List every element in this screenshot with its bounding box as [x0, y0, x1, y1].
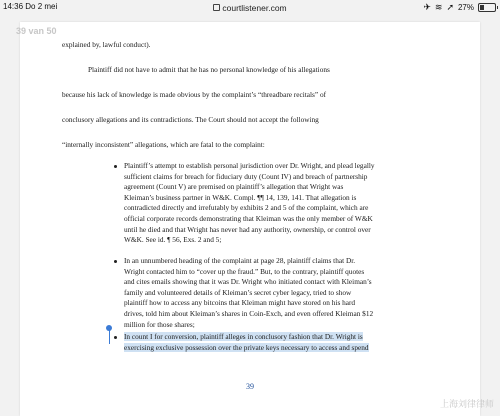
page-count-indicator: 39 van 50	[16, 26, 57, 36]
bullet-line: Plaintiff’s attempt to establish personal jurisdiction over Dr. Wright, and plead legally	[124, 161, 375, 170]
page-number: 39	[246, 382, 254, 391]
bullet-line: Wright contacted him to “cover up the fraud.” But, to the contrary, plaintiff quotes	[124, 266, 365, 276]
bullet-line: family and volunteered details of Kleiman’s secret cyber legacy, tried to show	[124, 287, 352, 297]
battery-fill	[480, 5, 484, 10]
bullet-line: and cites emails showing that it was Dr. Wright who initiated contact with Kleiman’s	[124, 277, 372, 287]
battery-percent: 27%	[457, 3, 474, 12]
bullet-dot	[114, 260, 117, 263]
address-url: courtlistener.com	[222, 3, 287, 13]
status-bar	[0, 0, 500, 14]
selected-text[interactable]: In count I for conversion, plaintiff alleges in conclusory fashion that Dr. Wright is	[124, 332, 363, 341]
airplane-icon: ✈	[423, 2, 431, 12]
doc-line: explained by, lawful conduct).	[62, 40, 151, 49]
bullet-item-heading	[124, 256, 373, 330]
doc-line: conclusory allegations and its contradictions. The Court should not accept the following	[62, 115, 319, 124]
selection-caret	[109, 330, 110, 344]
location-icon: ➚	[446, 2, 454, 12]
battery-icon	[478, 3, 496, 12]
doc-line: Plaintiff did not have to admit that he has no personal knowledge of his allegations	[88, 65, 330, 74]
bullet-dot	[114, 165, 117, 168]
bullet-item-conversion[interactable]	[124, 332, 369, 353]
bullet-line: Kleiman’s business partner in W&K. Compl. ¶¶ 14, 139, 141. That allegation is	[124, 192, 357, 202]
bullet-line: million for those shares;	[124, 319, 195, 329]
status-date: Do 2 mei	[25, 2, 58, 11]
bullet-line: plaintiff how to access any bitcoins that Kleiman might have stored on his hard	[124, 298, 356, 308]
bullet-line: sufficient claims for breach for fiduciary duty (Count IV) and breach of partnership	[124, 171, 368, 181]
bullet-line: In an unnumbered heading of the complaint at page 28, plaintiff claims that Dr.	[124, 256, 356, 265]
bullet-item-jurisdiction	[124, 161, 375, 246]
wifi-icon: ≋	[434, 2, 443, 12]
bullet-line: drives, told him about Kleiman’s shares in Coin-Exch, and even offered Kleiman $12	[124, 308, 374, 318]
bullet-line: until he died and that Wright has never had any authority, ownership, or control over	[124, 224, 371, 234]
bullet-line: agreement (Count V) are premised on plaintiff’s allegation that Wright was	[124, 182, 344, 192]
bullet-line: official corporate records demonstrating that Kleiman was the only member of W&K	[124, 213, 373, 223]
bullet-dot	[114, 336, 117, 339]
selected-text[interactable]: exercising exclusive possession over the private keys necessary to access and spend	[124, 342, 369, 352]
pdf-page[interactable]	[20, 22, 480, 416]
lock-icon	[213, 4, 220, 11]
status-icons	[423, 2, 496, 13]
watermark: 上海刘律律师	[439, 400, 494, 410]
bullet-line: contradicted directly and irrefutably by exhibits 2 and 5 of the complaint, which are	[124, 203, 369, 213]
bullet-line: W&K. See id. ¶ 56, Exs. 2 and 5;	[124, 235, 222, 245]
doc-line: “internally inconsistent” allegations, which are fatal to the complaint:	[62, 140, 265, 149]
status-time: 14:36	[3, 2, 24, 11]
doc-line: because his lack of knowledge is made obvious by the complaint’s “threadbare recitals” of	[62, 90, 327, 99]
